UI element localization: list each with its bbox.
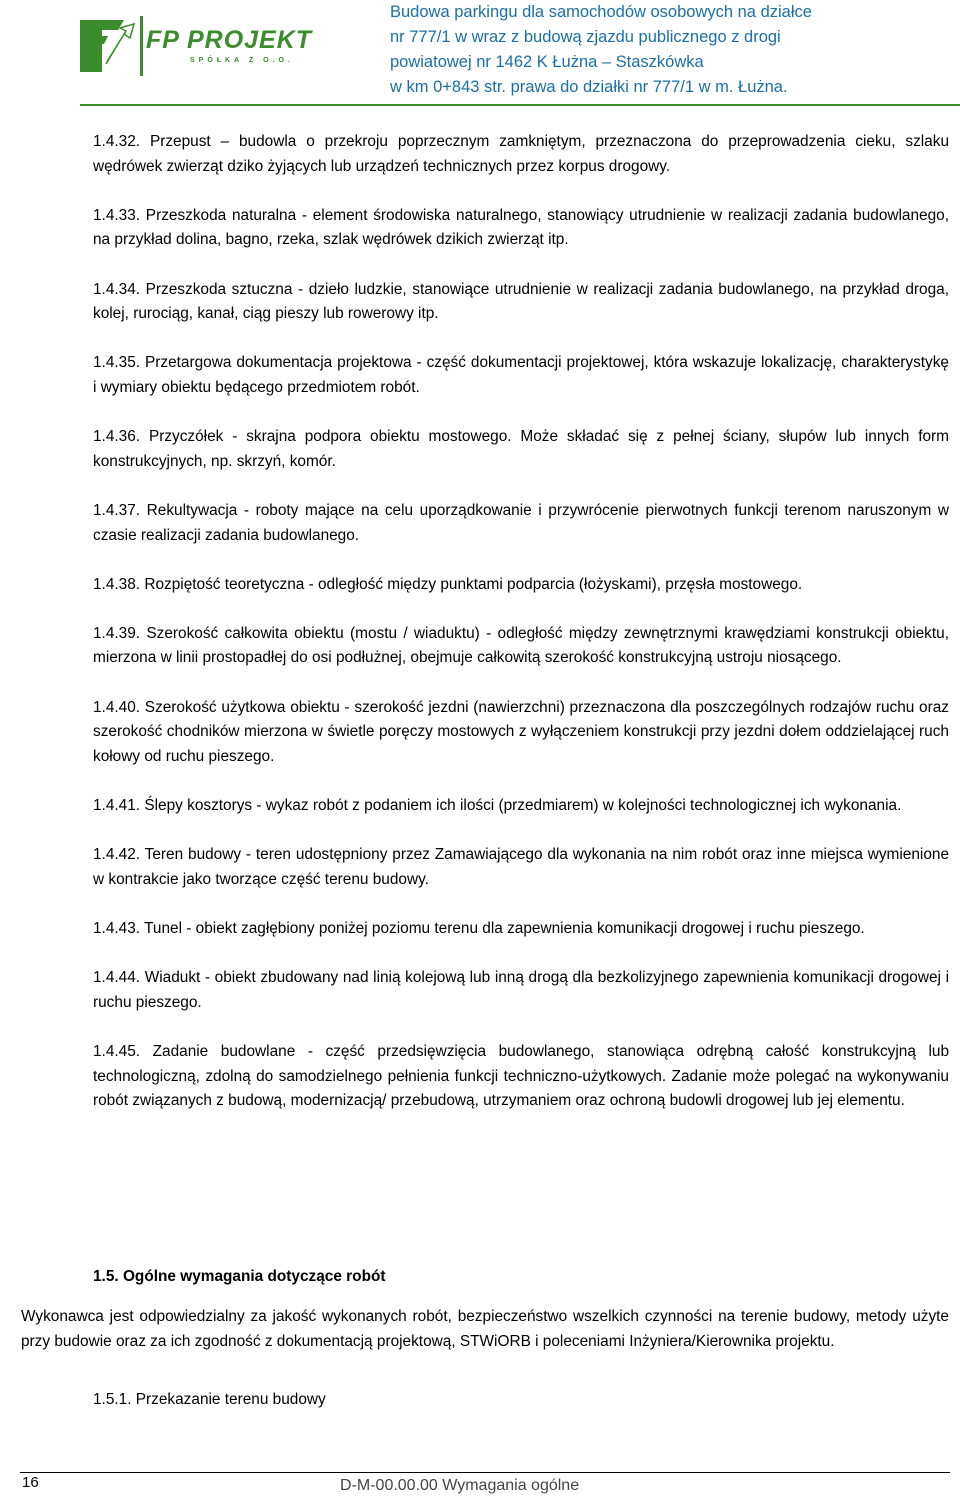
project-title-line: w km 0+843 str. prawa do działki nr 777/1 w m. Łużna. — [390, 78, 788, 96]
definition-item: 1.4.42. Teren budowy - teren udostępniony przez Zamawiającego dla wykonania na nim robót oraz inne miejsca wymienione w kontrakcie jako tworzące część terenu budowy. — [93, 846, 949, 888]
definition-item: 1.4.45. Zadanie budowlane - część przedsięwzięcia budowlanego, stanowiąca odrębną całość konstrukcyjną lub technologiczną, zdolną do samodzielnego pełnienia funkcji techniczno-użytkowych. Zadanie może polegać na wykonywaniu robót związanych z budową, modernizacją/ przebudową, utrzymaniem oraz ochroną budowli drogowej lub jej elementu. — [93, 1042, 949, 1110]
project-title — [390, 0, 910, 100]
logo-subtext: SPÓŁKA Z O.O. — [190, 57, 294, 64]
logo-divider — [140, 16, 143, 76]
definition-item: 1.4.41. Ślepy kosztorys - wykaz robót z podaniem ich ilości (przedmiarem) w kolejności technologicznej ich wykonania. — [93, 797, 902, 815]
definition-item: 1.4.38. Rozpiętość teoretyczna - odległość między punktami podparcia (łożyskami), przęsła mostowego. — [93, 575, 803, 593]
definitions-list — [93, 130, 949, 1114]
project-title-line: Budowa parkingu dla samochodów osobowych na działce — [390, 3, 812, 21]
footer-divider — [20, 1472, 950, 1473]
definition-item: 1.4.39. Szerokość całkowita obiektu (mostu / wiaduktu) - odległość między zewnętrznymi krawędziami konstrukcji obiektu, mierzona w linii prostopadłej do osi podłużnej, obejmuje całkowitą szerokość konstrukcyjną ustroju niosącego. — [93, 624, 949, 667]
definition-item: 1.4.33. Przeszkoda naturalna - element środowiska naturalnego, stanowiący utrudnienie w realizacji zadania budowlanego, na przykład dolina, bagno, rzeka, szlak wędrówek dzikich zwierząt itp. — [93, 206, 949, 249]
arrow-logo-icon — [78, 16, 138, 76]
definition-item: 1.4.37. Rekultywacja - roboty mające na celu uporządkowanie i przywrócenie pierwotnych funkcji terenom naruszonym w czasie realizacji zadania budowlanego. — [93, 501, 949, 544]
document-code: D-M-00.00.00 Wymagania ogólne — [340, 1477, 580, 1494]
project-title-line: nr 777/1 w wraz z budową zjazdu publicznego z drogi — [390, 28, 781, 46]
section-heading: 1.5. Ogólne wymagania dotyczące robót — [93, 1268, 386, 1285]
definition-item: 1.4.43. Tunel - obiekt zagłębiony poniżej poziomu terenu dla zapewnienia komunikacji drogowej i ruchu pieszego. — [93, 920, 865, 937]
page-number: 16 — [22, 1474, 39, 1491]
definition-item: 1.4.35. Przetargowa dokumentacja projektowa - część dokumentacji projektowej, która wskazuje lokalizację, charakterystykę i wymiary obiektu będącego przedmiotem robót. — [93, 354, 949, 396]
definition-item: 1.4.32. Przepust – budowla o przekroju poprzecznym zamkniętym, przeznaczona do przeprowadzenia cieku, szlaku wędrówek zwierząt dziko żyjących lub urządzeń technicznych przez korpus drogowy. — [93, 133, 949, 175]
definition-item: 1.4.34. Przeszkoda sztuczna - dzieło ludzkie, stanowiące utrudnienie w realizacji zadania budowlanego, na przykład droga, kolej, rurociąg, kanał, ciąg pieszy lub rowerowy itp. — [93, 280, 949, 323]
subsection-heading: 1.5.1. Przekazanie terenu budowy — [93, 1391, 326, 1408]
definition-item: 1.4.40. Szerokość użytkowa obiektu - szerokość jezdni (nawierzchni) przeznaczona dla poszczególnych rodzajów ruchu oraz szerokość chodników mierzona w świetle poręczy mostowych z wyłączeniem konstrukcji przy jezdni dołem oddzielającej ruch kołowy od ruchu pieszego. — [93, 698, 949, 765]
project-title-line: powiatowej nr 1462 K Łużna – Staszkówka — [390, 53, 704, 71]
header-divider — [80, 104, 960, 106]
definition-item: 1.4.36. Przyczółek - skrajna podpora obiektu mostowego. Może składać się z pełnej ściany, słupów lub innych form konstrukcyjnych, np. skrzyń, komór. — [93, 428, 949, 470]
section-paragraph: Wykonawca jest odpowiedzialny za jakość wykonanych robót, bezpieczeństwo wszelkich czynności na terenie budowy, metody użyte przy budowie oraz za ich zgodność z dokumentacją projektową, STWiORB i poleceniami Inżyniera/Kierownika projektu. — [21, 1308, 949, 1350]
logo-text: FP PROJEKT — [146, 26, 313, 54]
definition-item: 1.4.44. Wiadukt - obiekt zbudowany nad linią kolejową lub inną drogą dla bezkolizyjnego zapewnienia komunikacji drogowej i ruchu pieszego. — [93, 969, 949, 1011]
page-header — [0, 0, 960, 110]
